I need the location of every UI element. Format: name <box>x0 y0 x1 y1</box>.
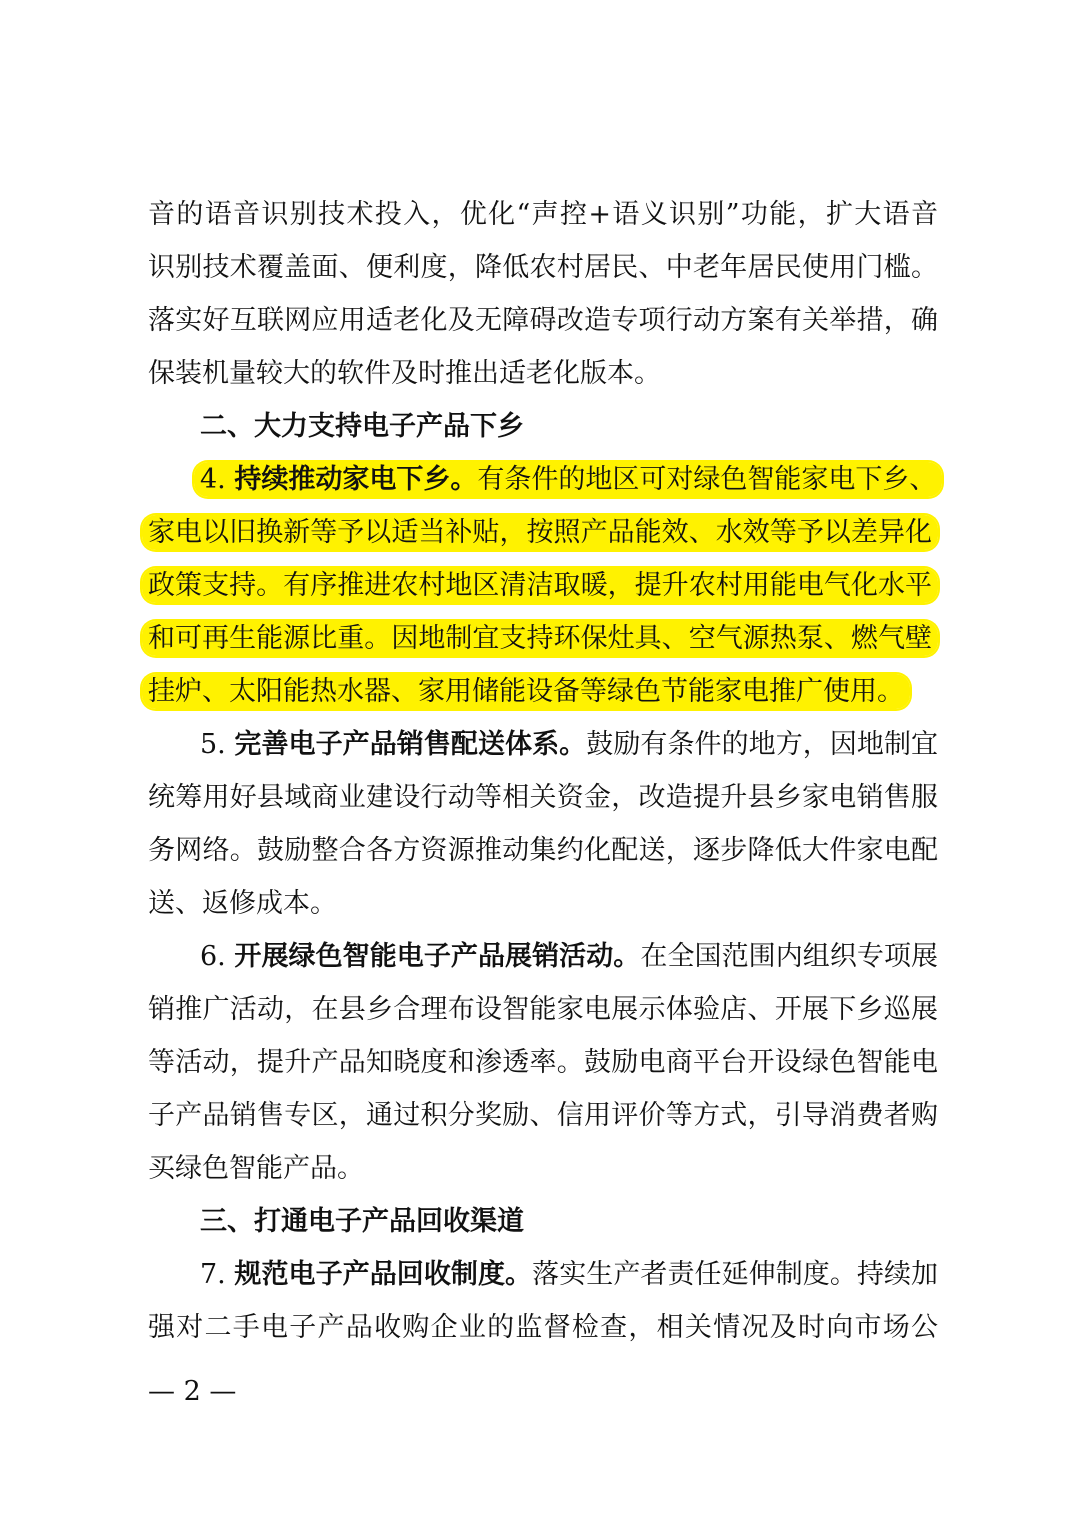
paragraph-line: 务网络。鼓励整合各方资源推动集约化配送，逐步降低大件家电配 <box>148 835 938 866</box>
paragraph-line: 销推广活动，在县乡合理布设智能家电展示体验店、开展下乡巡展 <box>148 994 938 1025</box>
item-5-first-line <box>200 725 938 765</box>
item-title: 规范电子产品回收制度。 <box>234 1259 533 1290</box>
item-text: 有条件的地区可对绿色智能家电下乡、 <box>477 464 937 495</box>
item-number: 6. <box>200 941 226 972</box>
item-title: 开展绿色智能电子产品展销活动。 <box>234 941 641 972</box>
paragraph-line: 落实好互联网应用适老化及无障碍改造专项行动方案有关举措，确 <box>148 305 938 336</box>
highlighted-line: 挂炉、太阳能热水器、家用储能设备等绿色节能家电推广使用。 <box>148 672 938 712</box>
paragraph-line: 子产品销售专区，通过积分奖励、信用评价等方式，引导消费者购 <box>148 1100 938 1131</box>
page-number: — 2 — <box>148 1376 237 1407</box>
item-4-first-line <box>200 460 938 500</box>
item-number: 5. <box>200 729 226 760</box>
item-number: 4. <box>200 464 226 495</box>
highlighted-line: 和可再生能源比重。因地制宜支持环保灶具、空气源热泵、燃气壁 <box>148 619 938 659</box>
item-text: 鼓励有条件的地方，因地制宜 <box>586 729 939 760</box>
paragraph-line: 识别技术覆盖面、便利度，降低农村居民、中老年居民使用门槛。 <box>148 252 938 283</box>
item-text: 落实生产者责任延伸制度。持续加 <box>532 1259 939 1290</box>
item-7-first-line <box>200 1255 938 1295</box>
section-heading: 二、大力支持电子产品下乡 <box>200 411 524 442</box>
paragraph-line: 买绿色智能产品。 <box>148 1153 364 1184</box>
paragraph-line: 保装机量较大的软件及时推出适老化版本。 <box>148 358 661 389</box>
paragraph-line: 等活动，提升产品知晓度和渗透率。鼓励电商平台开设绿色智能电 <box>148 1047 938 1078</box>
item-number: 7. <box>200 1259 226 1290</box>
item-title: 完善电子产品销售配送体系。 <box>234 729 587 760</box>
section-heading: 三、打通电子产品回收渠道 <box>200 1206 524 1237</box>
paragraph-line: 音的语音识别技术投入，优化“声控+语义识别”功能，扩大语音 <box>148 199 938 230</box>
highlighted-line: 政策支持。有序推进农村地区清洁取暖，提升农村用能电气化水平 <box>148 566 938 606</box>
highlighted-line: 家电以旧换新等予以适当补贴，按照产品能效、水效等予以差异化 <box>148 513 938 553</box>
paragraph-line: 统筹用好县域商业建设行动等相关资金，改造提升县乡家电销售服 <box>148 782 938 813</box>
item-title: 持续推动家电下乡。 <box>234 464 478 495</box>
item-text: 在全国范围内组织专项展 <box>640 941 939 972</box>
paragraph-line: 强对二手电子产品收购企业的监督检查，相关情况及时向市场公 <box>148 1312 938 1343</box>
item-6-first-line <box>200 937 938 977</box>
paragraph-line: 送、返修成本。 <box>148 888 337 919</box>
